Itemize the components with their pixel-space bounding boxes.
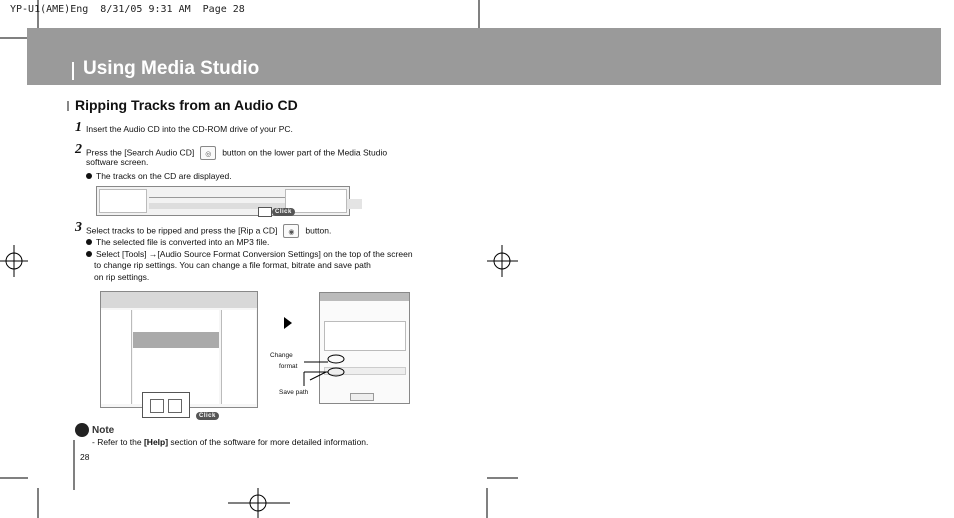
media-studio-strip-screenshot	[96, 186, 350, 216]
page-number: 28	[80, 452, 90, 462]
click-label-1: Click	[272, 208, 295, 216]
strip-highlight-box	[258, 207, 272, 217]
rip-a-cd-button	[283, 224, 299, 238]
page-title: Using Media Studio	[83, 58, 260, 79]
rip-buttons-zoom	[142, 392, 190, 418]
bullet-dot-icon	[86, 239, 92, 245]
step-2-number: 2	[75, 142, 82, 157]
search-audio-cd-button	[200, 146, 216, 160]
step-2-bullet-text: The tracks on the CD are displayed.	[96, 171, 232, 181]
bullet-dot-icon	[86, 173, 92, 179]
step-3-text	[86, 224, 331, 238]
save-path-label: Save path	[279, 389, 309, 396]
step-3-bullet-2: Select [Tools] →[Audio Source Format Conversion Settings] on the top of the screen	[86, 249, 413, 260]
step-1-text: Insert the Audio CD into the CD-ROM drive of your PC.	[86, 124, 293, 134]
step-3-text-a: Select tracks to be ripped and press the [Rip a CD]	[86, 225, 278, 236]
step-3-bullet-2-line-3: on rip settings.	[94, 272, 150, 282]
note-icon	[75, 423, 89, 437]
rip-cd-zoom-icon	[168, 399, 182, 413]
note-title: Note	[92, 425, 115, 436]
step-2-text-b: button on the lower part of the Media Studio	[222, 147, 388, 158]
cd-search-icon: ◎	[205, 151, 212, 158]
bullet-dot-icon	[86, 251, 92, 257]
step-2-text-c: software screen.	[86, 157, 149, 167]
click-label-2: Click	[196, 412, 219, 420]
section-accent-bar	[67, 101, 69, 111]
step-2-text-a: Press the [Search Audio CD]	[86, 147, 195, 158]
step-3-number: 3	[75, 220, 82, 235]
change-format-label-2: format	[279, 363, 298, 370]
title-accent-bar	[72, 62, 74, 80]
media-studio-main-screenshot	[100, 291, 258, 408]
step-3-bullet-2-line-2: to change rip settings. You can change a file format, bitrate and save path	[94, 260, 371, 270]
arrow-right-icon	[283, 316, 293, 330]
change-format-label-1: Change	[270, 352, 293, 359]
step-2-bullet	[86, 171, 232, 182]
rip-cd-icon: ◉	[288, 229, 295, 236]
callout-lines	[290, 350, 350, 388]
step-3-text-b: button.	[305, 225, 332, 236]
step-1-number: 1	[75, 120, 82, 135]
section-title: Ripping Tracks from an Audio CD	[75, 97, 298, 113]
step-3-bullet-1: The selected file is converted into an MP3 file.	[86, 237, 269, 248]
search-cd-zoom-icon	[150, 399, 164, 413]
print-slug: YP-U1(AME)Eng 8/31/05 9:31 AM Page 28	[10, 4, 245, 15]
note-text: - Refer to the [Help] section of the software for more detailed information.	[92, 437, 369, 447]
